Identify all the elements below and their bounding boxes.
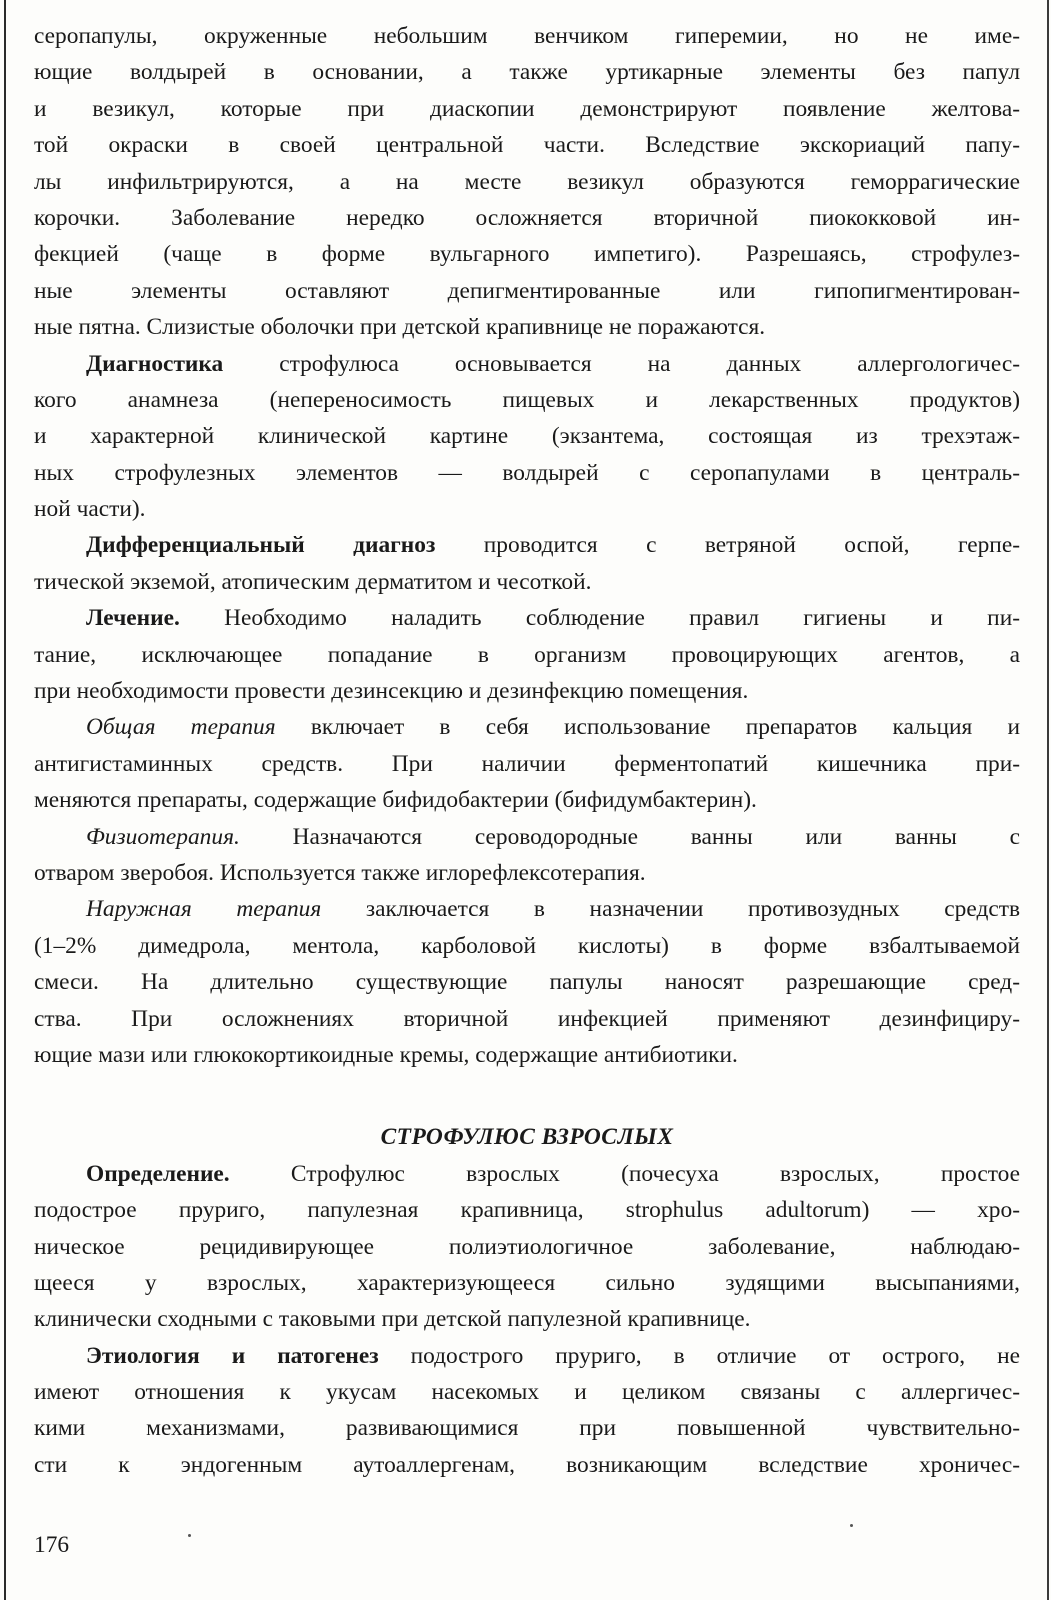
differential-term: Дифференциальный диагноз <box>86 532 436 559</box>
text-line: ные пятна. Слизистые оболочки при детской крапивнице не поражаются. <box>34 314 766 341</box>
physiotherapy-term: Физиотерапия. <box>86 823 240 850</box>
text-line: ных строфулезных элементов — волдырей с серопапулами в централь- <box>34 459 1020 486</box>
text-line: тание, исключающее попадание в организм провоцирующих агентов, а <box>34 641 1020 668</box>
etiology-paragraph-start <box>34 1338 1020 1374</box>
text-line: той окраски в своей центральной части. Вследствие экскориаций папу- <box>34 132 1020 159</box>
text-line: серопапулы, окруженные небольшим венчиком гиперемии, но не име- <box>34 23 1020 49</box>
diagnostics-paragraph-start <box>34 346 1020 382</box>
text-line: кими механизмами, развивающимися при повышенной чувствительно- <box>34 1415 1020 1442</box>
differential-paragraph-start <box>34 527 1020 563</box>
scan-speck <box>850 1524 853 1527</box>
treatment-paragraph-start <box>34 600 1020 636</box>
page-body-text <box>34 18 1020 1483</box>
text-line: фекцией (чаще в форме вульгарного импетиго). Разрешаясь, строфулез- <box>34 241 1020 268</box>
section-spacer <box>34 1073 1020 1097</box>
text-line: имеют отношения к укусам насекомых и целиком связаны с аллергичес- <box>34 1379 1020 1406</box>
text-line: антигистаминных средств. При наличии ферментопатий кишечника при- <box>34 750 1020 777</box>
text-run: заключается в назначении противозудных средств <box>321 896 1020 923</box>
text-run: Необходимо наладить соблюдение правил гигиены и пи- <box>179 605 1020 632</box>
page-right-border <box>1047 0 1049 1600</box>
text-run: проводится с ветряной оспой, герпе- <box>435 532 1020 559</box>
text-line: ства. При осложнениях вторичной инфекцией применяют дезинфициру- <box>34 1005 1020 1032</box>
text-line: ющие мази или глюкокортикоидные кремы, содержащие антибиотики. <box>34 1041 738 1068</box>
text-run: Строфулюс взрослых (почесуха взрослых, простое <box>229 1160 1020 1187</box>
text-line: корочки. Заболевание нередко осложняется вторичной пиококковой ин- <box>34 204 1020 231</box>
text-line: подострое пруриго, папулезная крапивница, strophulus adultorum) — хро- <box>34 1197 1020 1224</box>
section-heading: СТРОФУЛЮС ВЗРОСЛЫХ <box>380 1124 674 1151</box>
external-therapy-term: Наружная терапия <box>86 896 322 923</box>
physiotherapy-paragraph-start <box>34 819 1020 855</box>
text-line: кого анамнеза (непереносимость пищевых и лекарственных продуктов) <box>34 386 1020 413</box>
text-line: и характерной клинической картине (экзантема, состоящая из трехэтаж- <box>34 423 1020 450</box>
external-therapy-paragraph-start <box>34 891 1020 927</box>
text-run: строфулюса основывается на данных аллергологичес- <box>223 350 1020 377</box>
text-run: подострого пруриго, в отличие от острого, не <box>378 1342 1020 1369</box>
text-line: отваром зверобоя. Используется также иглорефлексотерапия. <box>34 859 646 886</box>
general-therapy-term: Общая терапия <box>86 714 276 741</box>
etiology-term: Этиология и патогенез <box>86 1342 379 1369</box>
text-line: (1–2% димедрола, ментола, карболовой кислоты) в форме взбалтываемой <box>34 932 1020 959</box>
text-line: клинически сходными с таковыми при детской папулезной крапивнице. <box>34 1306 751 1333</box>
definition-paragraph-start <box>34 1156 1020 1192</box>
page-number: 176 <box>34 1532 70 1558</box>
text-line: тической экземой, атопическим дерматитом и чесоткой. <box>34 568 592 595</box>
text-line: ническое рецидивирующее полиэтиологичное заболевание, наблюдаю- <box>34 1233 1020 1260</box>
text-run: Назначаются сероводородные ванны или ванны с <box>239 823 1020 850</box>
text-line: лы инфильтрируются, а на месте везикул образуются геморрагические <box>34 168 1020 195</box>
general-therapy-paragraph-start <box>34 709 1020 745</box>
text-line: смеси. На длительно существующие папулы наносят разрешающие сред- <box>34 969 1020 996</box>
text-line: и везикул, которые при диаскопии демонстрируют появление желтова- <box>34 95 1020 122</box>
text-line: ные элементы оставляют депигментированные или гипопигментирован- <box>34 277 1020 304</box>
text-line: меняются препараты, содержащие бифидобактерии (бифидумбактерин). <box>34 787 757 814</box>
text-line: ной части). <box>34 496 146 523</box>
text-line: при необходимости провести дезинсекцию и дезинфекцию помещения. <box>34 678 749 705</box>
text-run: включает в себя использование препаратов кальция и <box>275 714 1020 741</box>
diagnostics-term: Диагностика <box>86 350 224 377</box>
text-line: сти к эндогенным аутоаллергенам, возникающим вследствие хроничес- <box>34 1451 1020 1478</box>
page-left-border <box>4 0 6 1600</box>
text-line: ющие волдырей в основании, а также уртикарные элементы без папул <box>34 59 1020 86</box>
treatment-term: Лечение. <box>86 605 180 632</box>
definition-term: Определение. <box>86 1160 230 1187</box>
text-line: щееся у взрослых, характеризующееся сильно зудящими высыпаниями, <box>34 1269 1020 1296</box>
scan-speck <box>188 1534 191 1537</box>
